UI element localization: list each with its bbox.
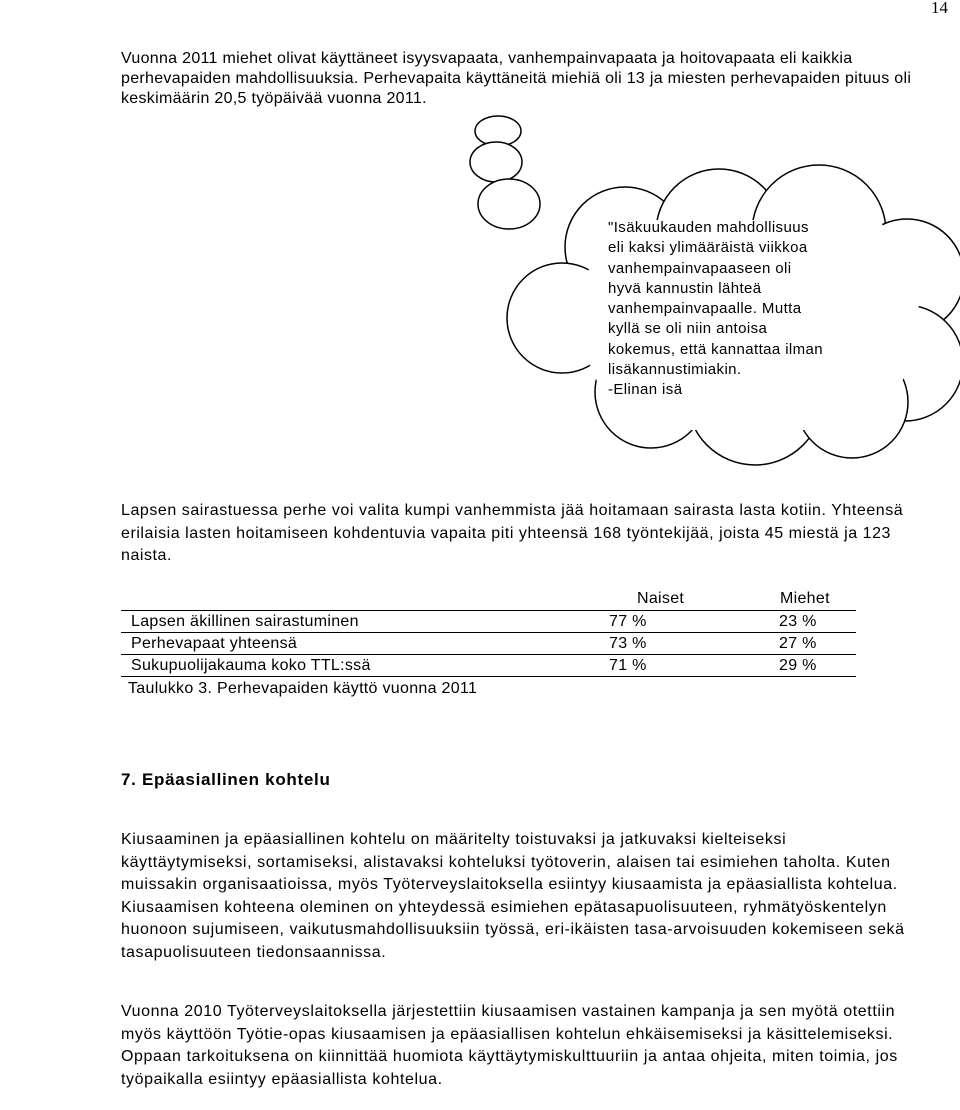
quote-line: vanhempainvapaaseen oli (608, 259, 792, 277)
table-row (121, 633, 856, 655)
row-value-miehet: 23 % (779, 613, 817, 630)
row-label: Lapsen äkillinen sairastuminen (131, 613, 359, 630)
section-paragraph-1: Kiusaaminen ja epäasiallinen kohtelu on määritelty toistuvaksi ja jatkuvaksi kielteiseksi käyttäytymiseksi, sortamiseksi, alistavaksi kohteluksi työtoverin, alaisen tai esimiehen taholta. Kuten muissakin organisaatioissa, myös Työterveyslaitoksella esiintyy kiusaamista ja epäasiallista kohtelua. Kiusaamisen kohteena oleminen on yhteydessä esimiehen epätasapuolisuuteen, ryhmätyöskentelyn huonoon sujumiseen, vaikutusmahdollisuuksiin työssä, eri-ikäisten tasa-arvoisuuden kokemiseen sekä tasapuolisuuteen tiedonsaannissa. (121, 831, 905, 961)
table-caption: Taulukko 3. Perhevapaiden käyttö vuonna 2011 (128, 680, 478, 697)
sick-child-paragraph: Lapsen sairastuessa perhe voi valita kumpi vanhemmista jää hoitamaan sairasta lasta kotiin. Yhteensä erilaisia lasten hoitamiseen kohdentuvia vapaita piti yhteensä 168 työntekijää, joista 45 miestä ja 123 naista. (121, 502, 904, 564)
quote-line: hyvä kannustin lähteä (608, 279, 762, 297)
row-label: Sukupuolijakauma koko TTL:ssä (131, 657, 371, 674)
table-row (121, 655, 856, 677)
quote-line: kokemus, että kannattaa ilman (608, 340, 824, 358)
quote-line: lisäkannustimiakin. (608, 361, 742, 379)
table-row (121, 611, 856, 633)
quote-line: eli kaksi ylimääräistä viikkoa (608, 239, 808, 257)
page-number: 14 (931, 0, 948, 17)
table-header-row (121, 588, 856, 611)
section-paragraph-2: Vuonna 2010 Työterveyslaitoksella järjestettiin kiusaamisen vastainen kampanja ja sen myötä otettiin myös käyttöön Työtie-opas kiusaamisen ja epäasiallisen kohtelun ehkäisemiseksi ja käsittelemiseksi. Oppaan tarkoituksena on kiinnittää huomiota käyttäytymiskulttuuriin ja antaa ohjeita, miten toimia, jos työpaikalla esiintyy epäasiallista kohtelua. (121, 1003, 898, 1088)
quote-line: "Isäkuukauden mahdollisuus (608, 219, 809, 236)
leave-table (121, 588, 856, 677)
quote-line: kyllä se oli niin antoisa (608, 320, 768, 338)
quote-line: vanhempainvapaalle. Mutta (608, 300, 802, 318)
row-value-naiset: 71 % (609, 657, 647, 674)
header-cell-naiset: Naiset (637, 590, 685, 607)
section-heading: 7. Epäasiallinen kohtelu (121, 770, 331, 789)
row-value-miehet: 29 % (779, 657, 817, 674)
quote-text (608, 218, 883, 401)
header-cell-miehet: Miehet (780, 590, 830, 607)
intro-paragraph: Vuonna 2011 miehet olivat käyttäneet isyysvapaata, vanhempainvapaata ja hoitovapaata eli kaikkia perhevapaiden mahdollisuuksia. Perhevapaita käyttäneitä miehiä oli 13 ja miesten perhevapaiden pituus oli keskimäärin 20,5 työpäivää vuonna 2011. (121, 50, 912, 107)
row-label: Perhevapaat yhteensä (131, 635, 298, 652)
row-value-naiset: 73 % (609, 635, 647, 652)
quote-attribution: -Elinan isä (608, 381, 683, 399)
row-value-naiset: 77 % (609, 613, 647, 630)
row-value-miehet: 27 % (779, 635, 817, 652)
